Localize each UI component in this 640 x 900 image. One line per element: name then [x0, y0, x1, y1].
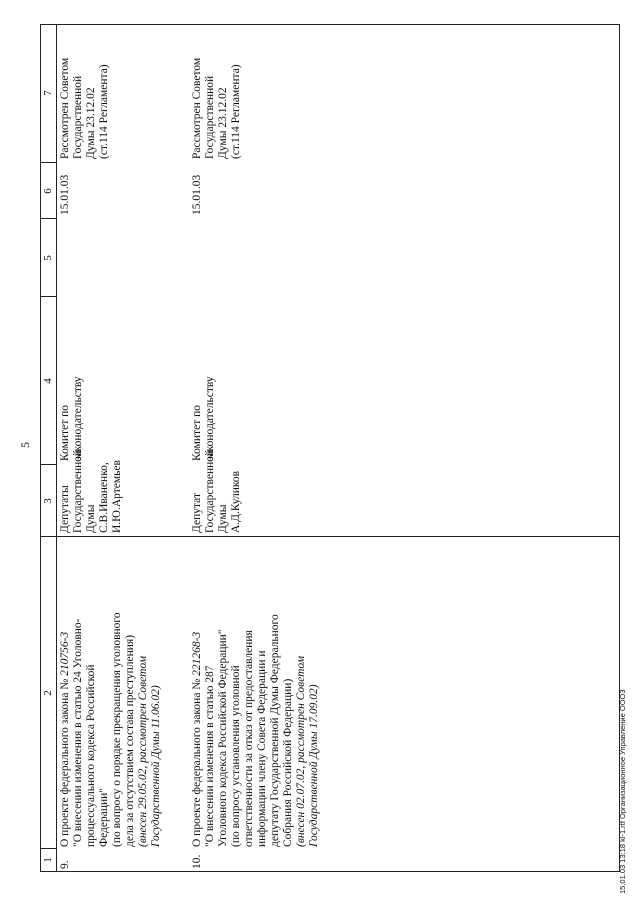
header-col-1: 1: [42, 857, 54, 863]
status-line: (ст.114 Регламента): [230, 64, 242, 159]
row-9-committee: [59, 376, 85, 461]
row-9-description: [59, 612, 163, 847]
row-9-authors: [59, 450, 124, 533]
header-col-3: 3: [42, 498, 54, 504]
description-line: О проекте федерального закона № 221268-3: [191, 631, 203, 847]
description-line: ответственности за отказ от предоставления: [243, 630, 255, 847]
description-line: Государственной Думы 11.06.02): [150, 685, 162, 847]
header-col-6: 6: [42, 188, 54, 194]
description-line: (по вопросу о порядке прекращения уголовного: [111, 612, 123, 847]
col-divider: [41, 218, 56, 219]
description-line: Собрания Российской Федерации): [282, 678, 294, 847]
description-line: информации члену Совета Федерации и: [256, 650, 268, 847]
committee-line: законодательству: [72, 376, 84, 461]
author-line: Государственной: [72, 449, 84, 533]
header-col-5: 5: [42, 255, 54, 261]
author-line: Думы: [85, 504, 97, 533]
description-line: "О внесении изменения в статью 287: [204, 665, 216, 847]
author-line: И.Ю.Артемьев: [111, 460, 123, 533]
committee-line: законодательству: [204, 376, 216, 461]
col-divider: [41, 848, 56, 849]
header-col-2: 2: [42, 690, 54, 696]
author-line: Государственной: [204, 449, 216, 533]
col-divider: [41, 464, 56, 465]
description-line: дела за отсутствием состава преступления): [124, 634, 136, 847]
description-line: (внесен 29.05.02, рассмотрен Советом: [137, 655, 149, 847]
description-line: "О внесении изменения в статью 24 Уголовно-: [72, 618, 84, 847]
col-divider: [41, 162, 56, 163]
row-number: 10.: [191, 854, 203, 869]
committee-line: Комитет по: [191, 405, 203, 461]
committee-line: Комитет по: [59, 405, 71, 461]
row-9-status: [59, 58, 111, 159]
description-line: Федерации": [98, 787, 110, 847]
print-footer: 15.01.03 13:18 kl-1.rtf Организационное Управление ООО3: [618, 689, 627, 894]
status-line: Рассмотрен Советом: [191, 57, 203, 159]
row-10-authors: [191, 450, 243, 533]
row-10-status: [191, 58, 243, 159]
agenda-table: [40, 24, 620, 872]
row-9-date: 15.01.03: [59, 174, 71, 215]
row-10-date: 15.01.03: [191, 174, 203, 215]
table-header-row: [41, 25, 57, 871]
status-line: Думы 23.12.02: [85, 87, 97, 159]
author-line: Думы: [217, 504, 229, 533]
status-line: Думы 23.12.02: [217, 87, 229, 159]
header-col-4: 4: [42, 378, 54, 384]
status-line: Государственной: [72, 75, 84, 159]
author-line: Депутаты: [59, 485, 71, 533]
header-col-7: 7: [42, 90, 54, 96]
description-line: процессуального кодекса Российской: [85, 664, 97, 847]
author-line: С.В.Иваненко,: [98, 462, 110, 533]
col-divider: [41, 296, 56, 297]
description-line: (по вопросу установления уголовной: [230, 665, 242, 847]
description-line: О проекте федерального закона № 210756-3: [59, 631, 71, 847]
status-line: Государственной: [204, 75, 216, 159]
author-line: А.Д.Куликов: [230, 470, 242, 533]
description-line: Государственной Думы 17.09.02): [308, 684, 320, 847]
col-divider: [41, 536, 619, 537]
status-line: Рассмотрен Советом: [59, 57, 71, 159]
description-line: Уголовного кодекса Российской Федерации": [217, 629, 229, 847]
page-number: 5: [18, 442, 32, 448]
row-10-description: [191, 614, 321, 847]
row-number: 9.: [59, 860, 71, 869]
status-line: (ст.114 Регламента): [98, 64, 110, 159]
description-line: (внесен 02.07.02, рассмотрен Советом: [295, 655, 307, 847]
row-10-committee: [191, 376, 217, 461]
description-line: депутату Государственной Думы Федерального: [269, 614, 281, 847]
author-line: Депутат: [191, 493, 203, 533]
